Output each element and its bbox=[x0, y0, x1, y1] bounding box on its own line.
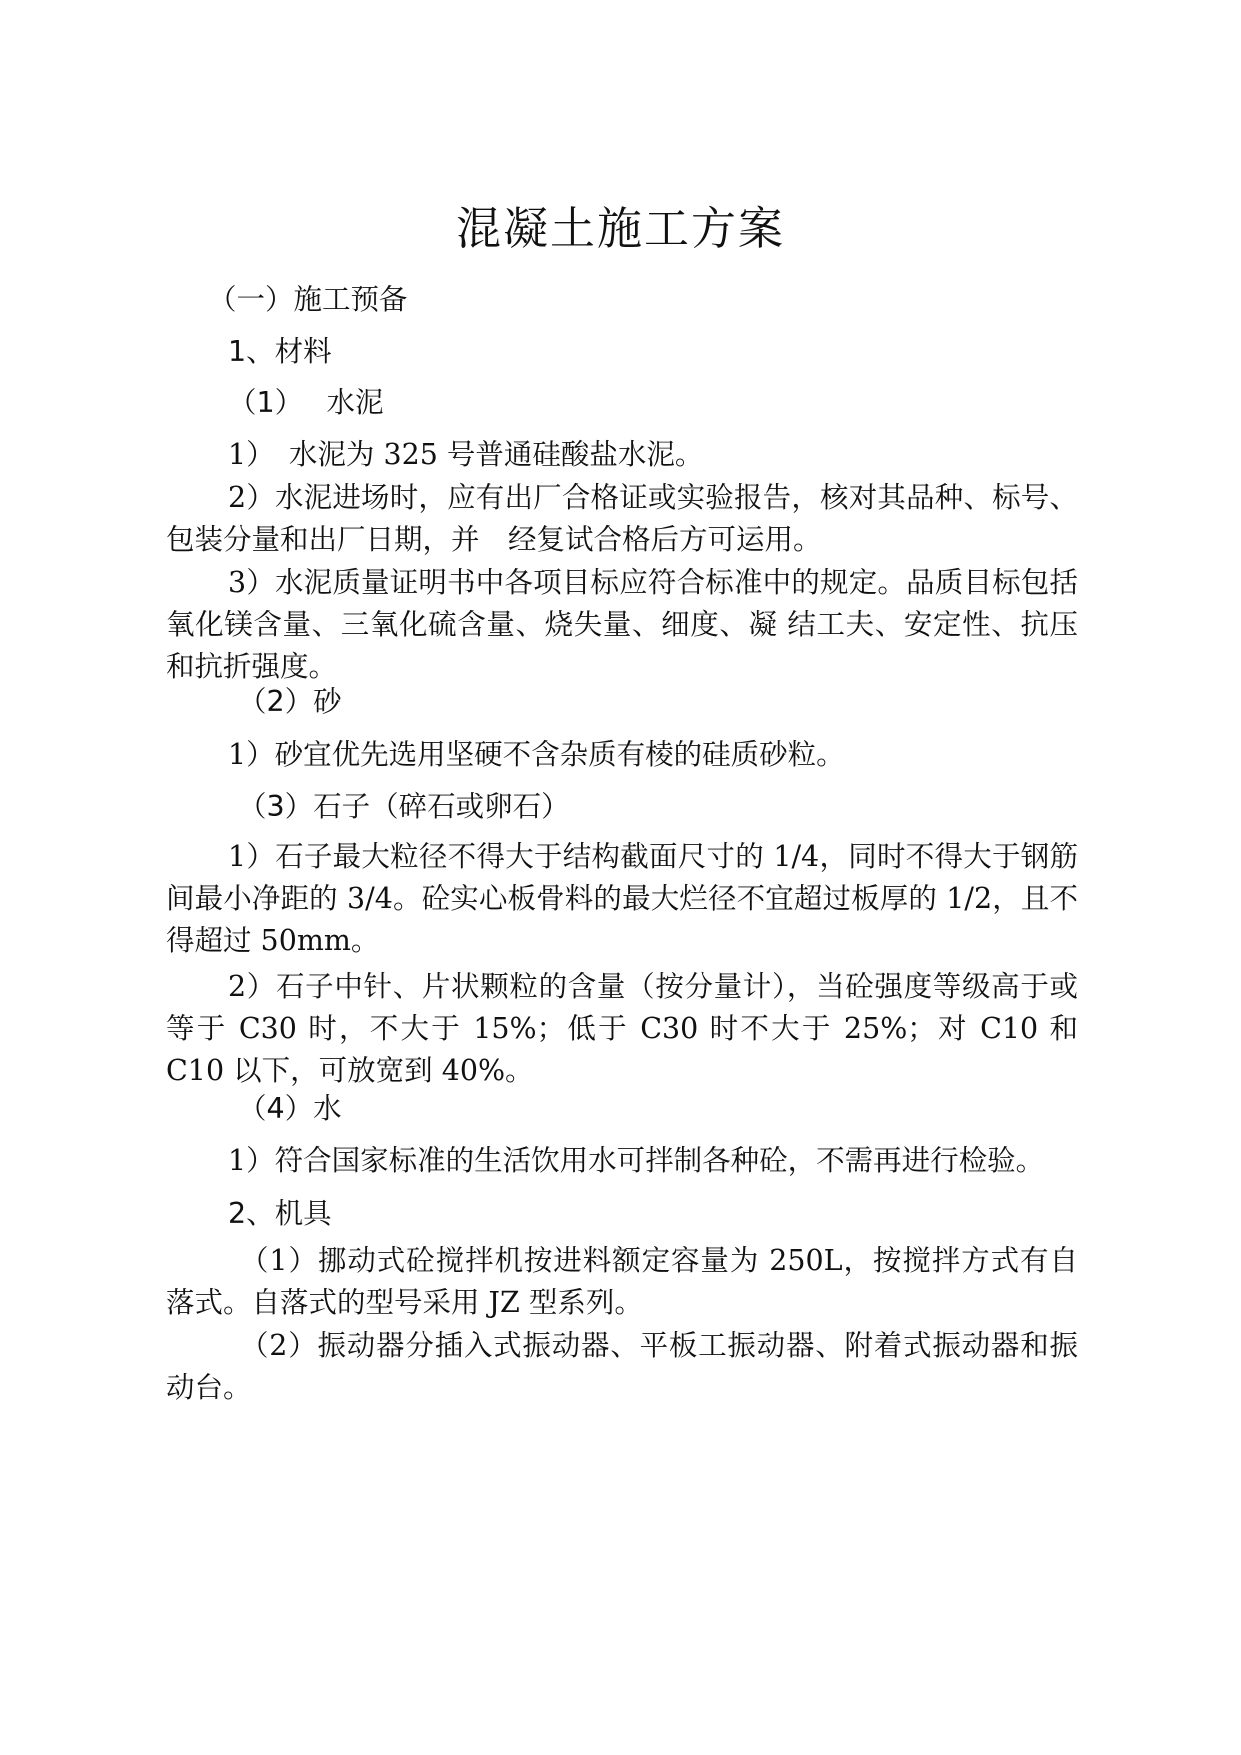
machines-paragraph-1: （1）挪动式砼搅拌机按进料额定容量为 250L，按搅拌方式有自落式。自落式的型号采用 JZ 型系列。 bbox=[166, 1244, 1078, 1319]
subsection-machines: 2、机具 bbox=[228, 1197, 332, 1230]
item-sand-heading: （2）砂 bbox=[238, 685, 342, 718]
machines-paragraph-2: （2）振动器分插入式振动器、平板工振动器、附着式振动器和振动台。 bbox=[166, 1329, 1078, 1404]
page-title: 混凝土施工方案 bbox=[455, 202, 785, 255]
water-paragraph-1: 1）符合国家标准的生活饮用水可拌制各种砼，不需再进行检验。 bbox=[228, 1144, 1045, 1177]
cement-paragraph-1: 1） 水泥为 325 号普通硅酸盐水泥。 bbox=[228, 438, 704, 471]
item-water-heading: （4）水 bbox=[238, 1092, 342, 1125]
cement-paragraph-2: 2）水泥进场时，应有出厂合格证或实验报告，核对其品种、标号、包装分量和出厂日期，并 经复试合格后方可运用。 bbox=[166, 481, 1078, 556]
subsection-materials: 1、材料 bbox=[228, 335, 332, 368]
sand-paragraph-1: 1）砂宜优先选用坚硬不含杂质有棱的硅质砂粒。 bbox=[228, 738, 845, 771]
stone-paragraph-2: 2）石子中针、片状颗粒的含量（按分量计），当砼强度等级高于或等于 C30 时，不大于 15%；低于 C30 时不大于 25%；对 C10 和 C10 以下，可放宽到 40%。 bbox=[166, 970, 1078, 1087]
item-cement-heading: （1） 水泥 bbox=[228, 386, 384, 419]
cement-paragraph-3: 3）水泥质量证明书中各项目标应符合标准中的规定。品质目标包括氧化镁含量、三氧化硫含量、烧失量、细度、凝 结工夫、安定性、抗压和抗折强度。 bbox=[166, 566, 1078, 683]
stone-paragraph-1: 1）石子最大粒径不得大于结构截面尺寸的 1/4，同时不得大于钢筋间最小净距的 3/4。砼实心板骨料的最大烂径不宜超过板厚的 1/2，且不得超过 50mm。 bbox=[166, 840, 1078, 957]
item-stone-heading: （3）石子（碎石或卵石） bbox=[238, 790, 570, 823]
section-heading-prep: （一）施工预备 bbox=[208, 283, 408, 316]
